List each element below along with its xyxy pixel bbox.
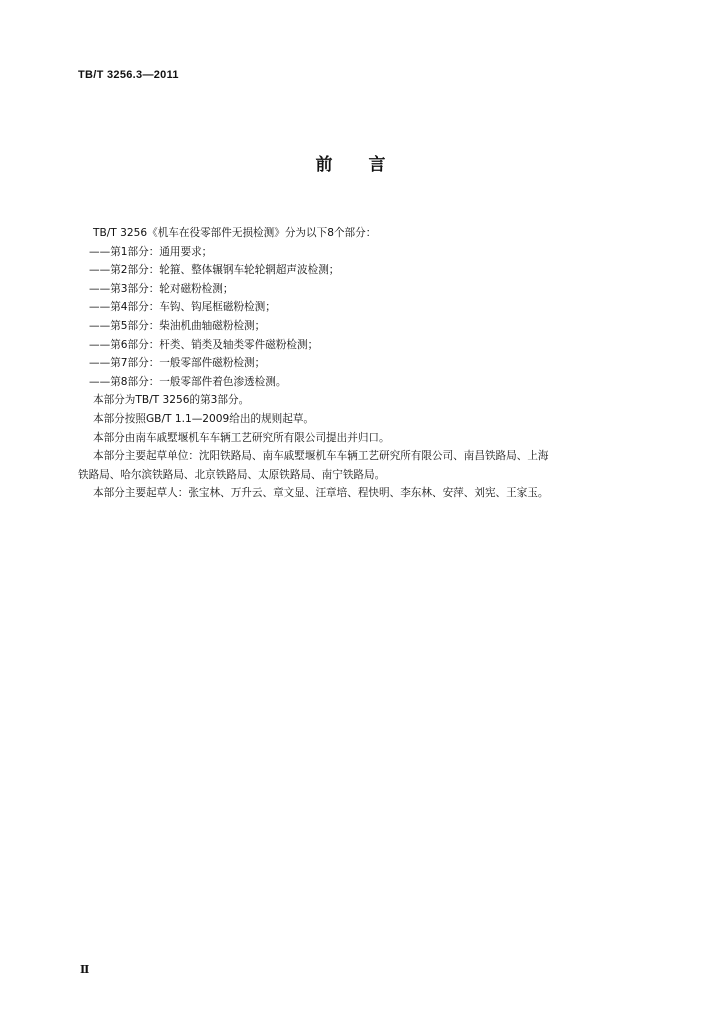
part-list-item: ——第1部分：通用要求； [89,245,213,258]
drafting-units-paragraph: 本部分主要起草单位：沈阳铁路局、南车戚墅堰机车车辆工艺研究所有限公司、南昌铁路局、上海 [93,450,549,463]
part-list-item: ——第2部分：轮箍、整体辗钢车轮轮辋超声波检测； [89,264,340,277]
page-number: Ⅱ [80,963,90,976]
part-list-item: ——第5部分：柴油机曲轴磁粉检测； [89,319,266,332]
intro-paragraph: TB/T 3256《机车在役零部件无损检测》分为以下8个部分： [93,227,377,239]
drafters-paragraph: 本部分主要起草人：张宝林、万升云、章文显、汪章培、程快明、李东林、安萍、刘宪、王家玉。 [93,487,549,500]
this-part-paragraph: 本部分为TB/T 3256的第3部分。 [93,394,250,407]
part-list-item: ——第7部分：一般零部件磁粉检测； [89,357,266,370]
foreword-body [78,224,648,503]
part-list-item: ——第6部分：杆类、销类及轴类零件磁粉检测； [89,338,319,351]
document-code: TB/T 3256.3—2011 [78,69,179,81]
proposer-paragraph: 本部分由南车戚墅堰机车车辆工艺研究所有限公司提出并归口。 [93,431,390,444]
part-list-item: ——第3部分：轮对磁粉检测； [89,282,234,295]
drafting-units-continuation: 铁路局、哈尔滨铁路局、北京铁路局、太原铁路局、南宁铁路局。 [78,468,386,481]
page-title: 前言 [315,155,422,175]
drafting-rule-paragraph: 本部分按照GB/T 1.1—2009给出的规则起草。 [93,412,315,425]
part-list-item: ——第8部分：一般零部件着色渗透检测。 [89,375,287,388]
part-list-item: ——第4部分：车钩、钩尾框磁粉检测； [89,301,276,314]
